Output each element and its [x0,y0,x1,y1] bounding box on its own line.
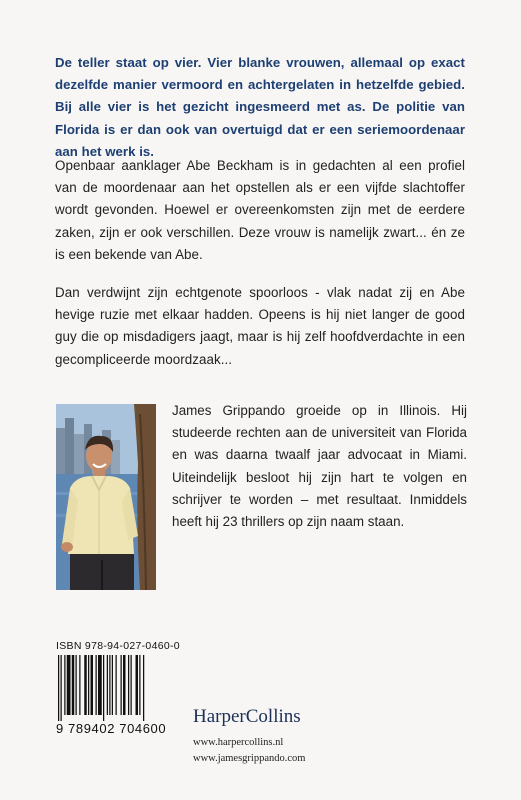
synopsis-paragraph-2: Openbaar aanklager Abe Beckham is in gedachten al een profiel van de moordenaar aan het opstellen als er een vijfde slachtoffer wordt gevonden. Hoewel er overeenkomsten zijn met de eerdere zaken, zijn er ook verschillen. Deze vrouw is namelijk zwart... én ze is een bekende van Abe. [55,158,465,262]
publisher-logo: HarperCollins [193,706,301,727]
author-photo [56,404,156,590]
intro-paragraph: De teller staat op vier. Vier blanke vrouwen, allemaal op exact dezelfde manier vermoord en achtergelaten in hetzelfde gebied. Bij alle vier is het gezicht ingesmeerd met as. De politie van Florida is er dan ook van overtuigd dat er een seriemoordenaar aan het werk is. [55,55,465,159]
isbn-label: ISBN 978-94-027-0460-0 [56,640,180,652]
isbn-barcode-block [56,640,180,736]
author-url[interactable]: www.jamesgrippando.com [193,753,306,764]
publisher-url[interactable]: www.harpercollins.nl [193,737,284,748]
barcode-icon [56,655,174,721]
synopsis-paragraph-3: Dan verdwijnt zijn echtgenote spoorloos - vlak nadat zij en Abe hevige ruzie met elkaar hadden. Opeens is hij niet langer de good guy die op misdadigers jaagt, maar is hij zelf hoofdverdachte in een gecompliceerde moordzaak... [55,285,465,367]
barcode-digits: 9 789402 704600 [56,721,167,736]
author-bio: James Grippando groeide op in Illinois. Hij studeerde rechten aan de universiteit van Florida en was daarna twaalf jaar advocaat in Miami. Uiteindelijk besloot hij zijn hart te volgen en schrijver te worden – met resultaat. Inmiddels heeft hij 23 thrillers op zijn naam staan. [172,403,467,530]
